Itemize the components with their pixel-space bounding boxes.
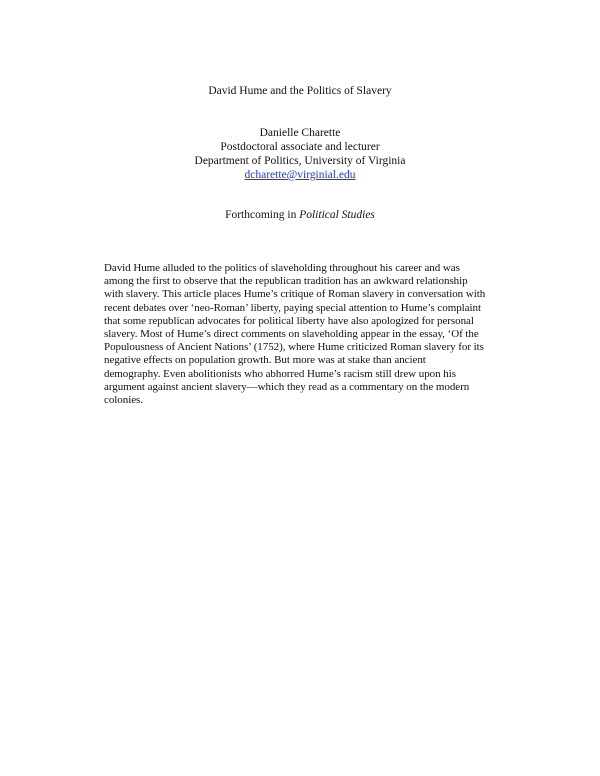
abstract-line: with slavery. This article places Hume’s critique of Roman slavery in conversation with [104, 288, 486, 301]
abstract-line: colonies. [104, 394, 143, 407]
abstract-line: slavery. Most of Hume’s direct comments on slaveholding appear in the essay, ‘Of the [104, 328, 479, 341]
abstract-line: negative effects on population growth. But more was at stake than ancient [104, 354, 426, 367]
abstract [104, 262, 499, 407]
abstract-line: that some republican advocates for political liberty have also apologized for personal [104, 314, 474, 327]
journal-name: Political Studies [299, 209, 375, 221]
abstract-line: demography. Even abolitionists who abhorred Hume’s racism still drew upon his [104, 367, 456, 380]
abstract-line: David Hume alluded to the politics of slaveholding throughout his career and was [104, 262, 460, 274]
author-name: Danielle Charette [259, 127, 341, 139]
author-position: Postdoctoral associate and lecturer [220, 141, 380, 153]
abstract-line: among the first to observe that the republican tradition has an awkward relationship [104, 275, 468, 288]
abstract-line: Populousness of Ancient Nations’ (1752), where Hume criticized Roman slavery for its [104, 341, 484, 354]
paper-title: David Hume and the Politics of Slavery [208, 85, 392, 97]
forthcoming-prefix: Forthcoming in [225, 209, 300, 221]
abstract-line: argument against ancient slavery—which they read as a commentary on the modern [104, 380, 470, 393]
author-email-line [0, 168, 600, 182]
author-department: Department of Politics, University of Virginia [194, 155, 406, 167]
abstract-line: recent debates over ‘neo-Roman’ liberty, paying special attention to Hume’s complaint [104, 301, 481, 314]
author-email-link[interactable]: dcharette@virginial.edu [244, 169, 356, 181]
forthcoming-line [0, 208, 600, 222]
